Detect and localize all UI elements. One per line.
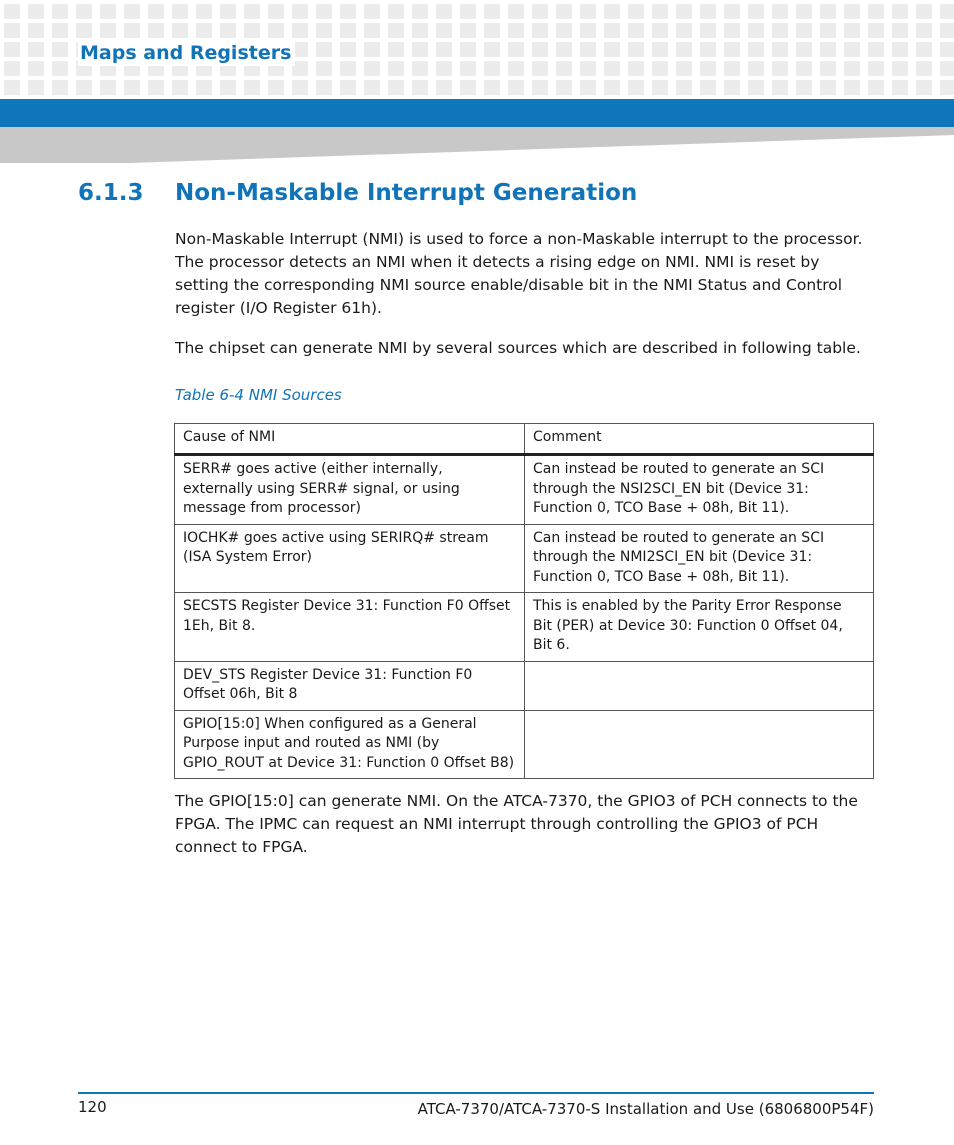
pattern-square	[700, 4, 716, 19]
pattern-square	[844, 61, 860, 76]
table-row	[175, 661, 874, 710]
pattern-square	[388, 42, 404, 57]
pattern-square	[940, 23, 954, 38]
pattern-square	[916, 23, 932, 38]
pattern-square	[940, 4, 954, 19]
pattern-square	[388, 23, 404, 38]
pattern-square	[148, 4, 164, 19]
pattern-square	[148, 80, 164, 95]
pattern-square	[148, 23, 164, 38]
pattern-square	[604, 23, 620, 38]
pattern-square	[340, 4, 356, 19]
pattern-square	[772, 4, 788, 19]
pattern-square	[28, 80, 44, 95]
table-cell-comment: This is enabled by the Parity Error Response Bit (PER) at Device 30: Function 0 Offset 04, Bit 6.	[525, 593, 874, 662]
pattern-square	[772, 23, 788, 38]
pattern-square	[52, 23, 68, 38]
section-heading	[78, 180, 637, 206]
pattern-square	[76, 80, 92, 95]
pattern-square	[676, 80, 692, 95]
pattern-square	[76, 23, 92, 38]
table-cell-cause: SECSTS Register Device 31: Function F0 Offset 1Eh, Bit 8.	[175, 593, 525, 662]
paragraph-gpio: The GPIO[15:0] can generate NMI. On the ATCA-7370, the GPIO3 of PCH connects to the FPGA. The IPMC can request an NMI interrupt through controlling the GPIO3 of PCH connect to FPGA.	[175, 792, 858, 856]
pattern-square	[4, 80, 20, 95]
pattern-square	[916, 4, 932, 19]
pattern-square	[508, 61, 524, 76]
pattern-square	[556, 42, 572, 57]
pattern-square	[100, 4, 116, 19]
pattern-square	[556, 61, 572, 76]
pattern-square	[676, 42, 692, 57]
pattern-square	[724, 23, 740, 38]
pattern-square	[412, 42, 428, 57]
pattern-square	[52, 61, 68, 76]
pattern-square	[892, 80, 908, 95]
pattern-square	[820, 4, 836, 19]
column-header-cause: Cause of NMI	[175, 424, 525, 455]
pattern-square	[604, 42, 620, 57]
pattern-square	[484, 61, 500, 76]
table-row	[175, 710, 874, 779]
pattern-square	[844, 23, 860, 38]
pattern-square	[556, 23, 572, 38]
pattern-square	[628, 61, 644, 76]
table-row	[175, 593, 874, 662]
pattern-square	[28, 42, 44, 57]
pattern-square	[916, 80, 932, 95]
paragraph-intro: Non-Maskable Interrupt (NMI) is used to force a non-Maskable interrupt to the processor. The processor detects an NMI when it detects a rising edge on NMI. NMI is reset by setting the corresponding NMI source enable/disable bit in the NMI Status and Control register (I/O Register 61h).	[175, 230, 863, 317]
pattern-square	[460, 23, 476, 38]
pattern-square	[820, 42, 836, 57]
pattern-square	[412, 80, 428, 95]
pattern-square	[340, 42, 356, 57]
pattern-square	[604, 4, 620, 19]
pattern-square	[916, 61, 932, 76]
pattern-square	[268, 80, 284, 95]
pattern-square	[364, 61, 380, 76]
pattern-square	[676, 4, 692, 19]
pattern-square	[244, 4, 260, 19]
pattern-square	[28, 4, 44, 19]
pattern-square	[76, 4, 92, 19]
table-header-row	[175, 424, 874, 455]
pattern-square	[484, 42, 500, 57]
pattern-square	[316, 42, 332, 57]
pattern-square	[4, 61, 20, 76]
pattern-square	[4, 23, 20, 38]
running-header-title: Maps and Registers	[78, 40, 295, 66]
table-row	[175, 455, 874, 525]
pattern-square	[292, 23, 308, 38]
pattern-square	[220, 80, 236, 95]
pattern-square	[532, 80, 548, 95]
column-header-comment: Comment	[525, 424, 874, 455]
pattern-square	[628, 42, 644, 57]
pattern-square	[700, 23, 716, 38]
pattern-square	[844, 80, 860, 95]
pattern-square	[364, 42, 380, 57]
pattern-square	[484, 23, 500, 38]
pattern-square	[268, 4, 284, 19]
pattern-square	[460, 4, 476, 19]
pattern-square	[100, 23, 116, 38]
pattern-square	[172, 23, 188, 38]
pattern-square	[700, 61, 716, 76]
page-number: 120	[78, 1098, 107, 1116]
pattern-square	[556, 4, 572, 19]
table-cell-cause: GPIO[15:0] When configured as a General Purpose input and routed as NMI (by GPIO_ROUT at Device 31: Function 0 Offset B8)	[175, 710, 525, 779]
pattern-square	[892, 4, 908, 19]
pattern-square	[628, 80, 644, 95]
footer-document-title: ATCA-7370/ATCA-7370-S Installation and Use (6806800P54F)	[417, 1100, 874, 1118]
pattern-square	[772, 61, 788, 76]
table-cell-comment	[525, 661, 874, 710]
pattern-square	[604, 61, 620, 76]
pattern-square	[412, 4, 428, 19]
pattern-square	[796, 4, 812, 19]
pattern-square	[844, 42, 860, 57]
pattern-square	[340, 23, 356, 38]
pattern-square	[556, 80, 572, 95]
header-blue-band	[0, 99, 954, 127]
pattern-square	[940, 42, 954, 57]
pattern-square	[724, 4, 740, 19]
pattern-square	[172, 80, 188, 95]
pattern-square	[580, 4, 596, 19]
table-row	[175, 524, 874, 593]
pattern-square	[724, 80, 740, 95]
table-cell-comment: Can instead be routed to generate an SCI through the NSI2SCI_EN bit (Device 31: Function 0, TCO Base + 08h, Bit 11).	[525, 455, 874, 525]
pattern-square	[700, 80, 716, 95]
pattern-square	[340, 80, 356, 95]
header-gray-wedge	[0, 127, 954, 163]
pattern-square	[436, 23, 452, 38]
pattern-square	[724, 42, 740, 57]
table-cell-comment	[525, 710, 874, 779]
pattern-square	[52, 4, 68, 19]
pattern-square	[820, 23, 836, 38]
pattern-square	[388, 61, 404, 76]
pattern-square	[892, 61, 908, 76]
pattern-square	[772, 80, 788, 95]
pattern-square	[124, 4, 140, 19]
pattern-square	[868, 42, 884, 57]
pattern-square	[412, 23, 428, 38]
pattern-square	[124, 80, 140, 95]
pattern-square	[196, 4, 212, 19]
pattern-square	[652, 42, 668, 57]
pattern-square	[628, 23, 644, 38]
table-cell-cause: IOCHK# goes active using SERIRQ# stream (ISA System Error)	[175, 524, 525, 593]
pattern-square	[868, 80, 884, 95]
pattern-square	[460, 80, 476, 95]
pattern-square	[196, 23, 212, 38]
pattern-square	[652, 80, 668, 95]
pattern-square	[892, 23, 908, 38]
pattern-square	[412, 61, 428, 76]
pattern-square	[772, 42, 788, 57]
pattern-square	[460, 61, 476, 76]
pattern-square	[580, 80, 596, 95]
pattern-square	[940, 80, 954, 95]
pattern-square	[52, 80, 68, 95]
pattern-square	[244, 80, 260, 95]
pattern-square	[196, 80, 212, 95]
pattern-square	[436, 4, 452, 19]
pattern-square	[868, 4, 884, 19]
pattern-square	[916, 42, 932, 57]
pattern-square	[292, 4, 308, 19]
pattern-square	[748, 42, 764, 57]
pattern-square	[436, 61, 452, 76]
pattern-square	[796, 42, 812, 57]
pattern-square	[364, 4, 380, 19]
pattern-square	[508, 80, 524, 95]
pattern-square	[268, 23, 284, 38]
pattern-square	[316, 61, 332, 76]
pattern-square	[172, 4, 188, 19]
pattern-square	[364, 80, 380, 95]
table-cell-cause: DEV_STS Register Device 31: Function F0 Offset 06h, Bit 8	[175, 661, 525, 710]
pattern-square	[436, 80, 452, 95]
pattern-square	[364, 23, 380, 38]
pattern-square	[580, 61, 596, 76]
pattern-square	[628, 4, 644, 19]
footer-rule	[78, 1092, 874, 1094]
section-number: 6.1.3	[78, 180, 144, 206]
table-caption: Table 6-4 NMI Sources	[175, 386, 342, 404]
pattern-square	[652, 4, 668, 19]
pattern-square	[52, 42, 68, 57]
pattern-square	[532, 23, 548, 38]
section-heading-title: Non-Maskable Interrupt Generation	[175, 180, 638, 206]
pattern-square	[580, 23, 596, 38]
pattern-square	[940, 61, 954, 76]
pattern-square	[28, 23, 44, 38]
pattern-square	[484, 4, 500, 19]
paragraph-sources: The chipset can generate NMI by several sources which are described in following table.	[175, 339, 861, 357]
pattern-square	[820, 61, 836, 76]
pattern-square	[220, 23, 236, 38]
pattern-square	[796, 23, 812, 38]
pattern-square	[868, 23, 884, 38]
pattern-square	[100, 80, 116, 95]
pattern-square	[676, 23, 692, 38]
table-cell-comment: Can instead be routed to generate an SCI through the NMI2SCI_EN bit (Device 31: Function 0, TCO Base + 08h, Bit 11).	[525, 524, 874, 593]
pattern-square	[316, 4, 332, 19]
table-cell-cause: SERR# goes active (either internally, externally using SERR# signal, or using message from processor)	[175, 455, 525, 525]
pattern-square	[244, 23, 260, 38]
pattern-square	[28, 61, 44, 76]
pattern-square	[436, 42, 452, 57]
pattern-square	[532, 61, 548, 76]
pattern-square	[4, 42, 20, 57]
pattern-square	[892, 42, 908, 57]
pattern-square	[844, 4, 860, 19]
pattern-square	[700, 42, 716, 57]
pattern-square	[388, 80, 404, 95]
pattern-square	[748, 4, 764, 19]
pattern-square	[604, 80, 620, 95]
pattern-square	[292, 80, 308, 95]
pattern-square	[508, 23, 524, 38]
pattern-square	[340, 61, 356, 76]
pattern-square	[316, 80, 332, 95]
pattern-square	[868, 61, 884, 76]
pattern-square	[676, 61, 692, 76]
pattern-square	[652, 23, 668, 38]
pattern-square	[508, 4, 524, 19]
pattern-square	[820, 80, 836, 95]
pattern-square	[4, 4, 20, 19]
nmi-sources-table	[174, 423, 874, 779]
pattern-square	[748, 61, 764, 76]
pattern-square	[508, 42, 524, 57]
pattern-square	[124, 23, 140, 38]
pattern-square	[580, 42, 596, 57]
pattern-square	[652, 61, 668, 76]
pattern-square	[748, 80, 764, 95]
pattern-square	[220, 4, 236, 19]
pattern-square	[532, 42, 548, 57]
pattern-square	[460, 42, 476, 57]
pattern-square	[388, 4, 404, 19]
pattern-square	[796, 61, 812, 76]
pattern-square	[316, 23, 332, 38]
pattern-square	[532, 4, 548, 19]
pattern-square	[796, 80, 812, 95]
pattern-square	[724, 61, 740, 76]
pattern-square	[484, 80, 500, 95]
pattern-square	[748, 23, 764, 38]
